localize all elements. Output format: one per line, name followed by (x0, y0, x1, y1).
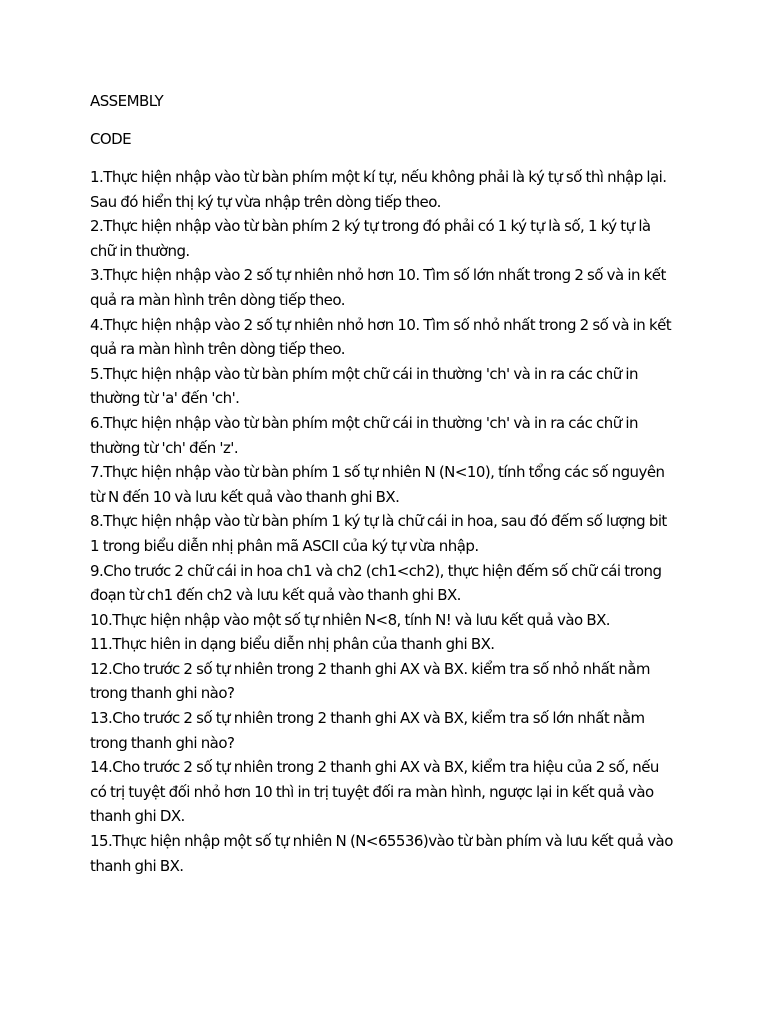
document-title: ASSEMBLY (90, 92, 164, 110)
exercise-item: 15.Thực hiện nhập một số tự nhiên N (N<65536)vào từ bàn phím và lưu kết quả vào thanh ghi BX. (90, 832, 673, 875)
exercise-item: 10.Thực hiện nhập vào một số tự nhiên N<8, tính N! và lưu kết quả vào BX. (90, 610, 611, 629)
exercise-item: 7.Thực hiện nhập vào từ bàn phím 1 số tự nhiên N (N<10), tính tổng các số nguyên từ N đến 10 và lưu kết quả vào thanh ghi BX. (90, 463, 665, 506)
exercise-item: 14.Cho trước 2 số tự nhiên trong 2 thanh ghi AX và BX, kiểm tra hiệu của 2 số, nếu có trị tuyệt đối nhỏ hơn 10 thì in trị tuyệt đối ra màn hình, ngược lại in kết quả vào thanh ghi DX. (90, 758, 659, 826)
exercise-item: 4.Thực hiện nhập vào 2 số tự nhiên nhỏ hơn 10. Tìm số nhỏ nhất trong 2 số và in kết quả ra màn hình trên dòng tiếp theo. (90, 315, 672, 359)
exercise-item: 5.Thực hiện nhập vào từ bàn phím một chữ cái in thường 'ch' và in ra các chữ in thường từ 'a' đến 'ch'. (90, 364, 638, 408)
exercise-item: 9.Cho trước 2 chữ cái in hoa ch1 và ch2 (ch1<ch2), thực hiện đếm số chữ cái trong đoạn từ ch1 đến ch2 và lưu kết quả vào thanh ghi BX. (90, 561, 662, 605)
exercise-item: 13.Cho trước 2 số tự nhiên trong 2 thanh ghi AX và BX, kiểm tra số lớn nhất nằm trong thanh ghi nào? (90, 709, 645, 752)
exercise-list (90, 165, 676, 878)
exercise-item: 2.Thực hiện nhập vào từ bàn phím 2 ký tự trong đó phải có 1 ký tự là số, 1 ký tự là chữ in thường. (90, 217, 651, 260)
exercise-item: 11.Thực hiên in dạng biểu diễn nhị phân của thanh ghi BX. (90, 635, 495, 654)
exercise-item: 6.Thực hiện nhập vào từ bàn phím một chữ cái in thường 'ch' và in ra các chữ in thường từ 'ch' đến 'z'. (90, 413, 638, 457)
exercise-item: 1.Thực hiện nhập vào từ bàn phím một kí tự, nếu không phải là ký tự số thì nhập lại. Sau đó hiển thị ký tự vừa nhập trên dòng tiếp theo. (90, 168, 667, 211)
document-subtitle: CODE (90, 130, 132, 148)
exercise-item: 3.Thực hiện nhập vào 2 số tự nhiên nhỏ hơn 10. Tìm số lớn nhất trong 2 số và in kết quả ra màn hình trên dòng tiếp theo. (90, 266, 666, 309)
document-content (90, 89, 676, 878)
exercise-item: 8.Thực hiện nhập vào từ bàn phím 1 ký tự là chữ cái in hoa, sau đó đếm số lượng bit 1 trong biểu diễn nhị phân mã ASCII của ký tự vừa nhập. (90, 512, 667, 555)
exercise-item: 12.Cho trước 2 số tự nhiên trong 2 thanh ghi AX và BX. kiểm tra số nhỏ nhất nằm trong thanh ghi nào? (90, 659, 650, 703)
